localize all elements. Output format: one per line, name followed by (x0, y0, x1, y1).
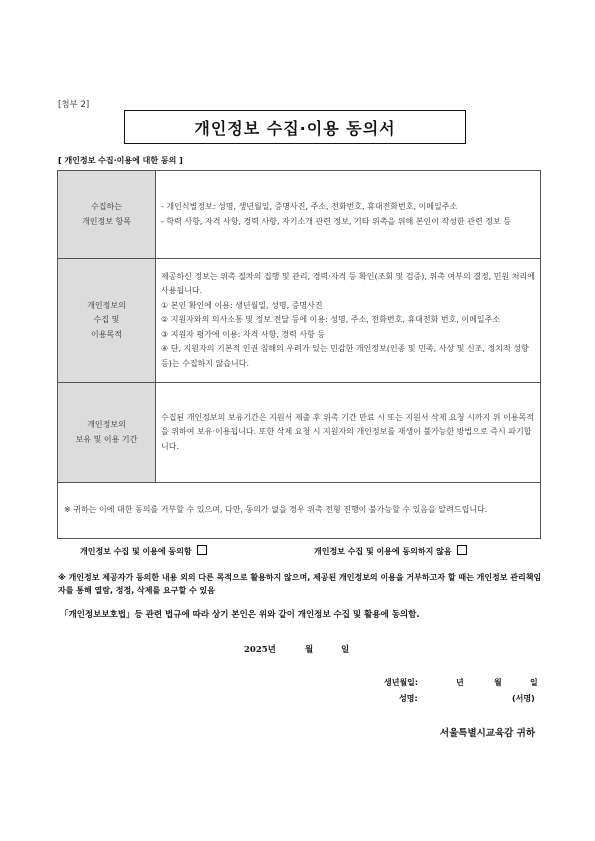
row-header-line: 개인정보의 (87, 300, 126, 310)
row-body-items (156, 171, 541, 259)
birth-label: 생년월일: (384, 678, 419, 687)
row-header-line: 수집 및 (93, 315, 120, 325)
row-header-items (58, 171, 156, 259)
row-header-line: 개인정보 항목 (82, 216, 131, 226)
refusal-note: ※ 귀하는 이에 대한 동의를 거부할 수 있으며, 다만, 동의가 없을 경우 위촉 전형 진행이 불가능할 수 있음을 알려드립니다. (58, 483, 541, 539)
row-header-line: 수집하는 (91, 202, 122, 211)
table-row (58, 483, 541, 539)
table-row (58, 259, 541, 383)
date-day[interactable]: 일 (341, 645, 350, 655)
date-month[interactable]: 월 (305, 645, 314, 655)
disagree-option[interactable] (314, 545, 467, 557)
document-title: 개인정보 수집·이용 동의서 (194, 118, 396, 138)
title-box (124, 110, 466, 144)
row-body-purpose (156, 259, 541, 383)
row-header-line: 보유 및 이용 기간 (75, 434, 138, 444)
disagree-checkbox[interactable] (457, 545, 467, 555)
section-label: [ 개인정보 수집·이용에 대한 동의 ] (58, 156, 183, 165)
birth-year[interactable]: 년 (456, 678, 464, 687)
agree-checkbox[interactable] (197, 545, 207, 555)
row-text: ④ 단, 지원자의 기본적 인권 침해의 우려가 있는 민감한 개인정보(인종 및 민족, 사상 및 신조, 정치적 성향 등)는 수집하지 않습니다. (161, 344, 529, 368)
table-row (58, 171, 541, 259)
attachment-label: [첨부 2] (58, 100, 90, 110)
row-text: ① 본인 확인에 이용: 생년월일, 성명, 증명사진 (161, 300, 323, 310)
birth-day[interactable]: 일 (530, 678, 538, 687)
row-body-period (156, 383, 541, 483)
consent-table (57, 170, 541, 539)
usage-notice: ※ 개인정보 제공자가 동의한 내용 외의 다른 목적으로 활용하지 않으며, 제공된 개인정보의 이용을 거부하고자 할 때는 개인정보 관리책임자를 통해 열람, 정정, 삭제를 요구할 수 있음 (58, 573, 542, 595)
row-text: - 학력 사항, 자격 사항, 경력 사항, 자기소개 관련 정보, 기타 위촉을 위해 본인이 작성한 관련 정보 등 (161, 216, 511, 226)
row-header-purpose (58, 259, 156, 383)
birth-month[interactable]: 월 (494, 678, 502, 687)
agree-option[interactable] (80, 545, 207, 557)
row-text: ② 지원자와의 의사소통 및 정보 전달 등에 이용: 성명, 주소, 전화번호, 휴대전화 번호, 이메일주소 (161, 315, 501, 325)
date-year[interactable]: 2025년 (244, 645, 276, 655)
recipient: 서울특별시교육감 귀하 (439, 728, 535, 739)
table-row (58, 383, 541, 483)
row-text: 수집된 개인정보의 보유기간은 지원서 제출 후 위촉 기간 만료 시 또는 지원서 삭제 요청 시까지 위 이용목적을 위하여 보유·이용됩니다. 또한 삭제 요청 시 지원자의 개인정보를 재생이 불가능한 방법으로 즉시 파기합니다. (161, 412, 534, 451)
agree-option-label: 개인정보 수집 및 이용에 동의함 (80, 547, 192, 556)
disagree-option-label: 개인정보 수집 및 이용에 동의하지 않음 (314, 547, 452, 556)
row-text: - 개인식별정보: 성명, 생년월일, 증명사진, 주소, 전화번호, 휴대전화번호, 이메일주소 (161, 202, 458, 211)
row-text: ③ 지원자 평가에 이용: 자격 사항, 경력 사항 등 (161, 329, 326, 339)
row-header-period (58, 383, 156, 483)
row-header-line: 개인정보의 (87, 420, 126, 429)
row-text: 제공하신 정보는 위촉 절차의 집행 및 관리, 경력·자격 등 확인(조회 및 검증), 위촉 여부의 결정, 민원 처리에 사용됩니다. (161, 271, 535, 296)
row-header-line: 이용목적 (91, 329, 122, 339)
name-label: 성명: (399, 694, 418, 703)
agree-statement: 「개인정보보호법」등 관련 법규에 따라 상기 본인은 위와 같이 개인정보 수집 및 활용에 동의함. (60, 610, 420, 620)
signature-field[interactable]: (서명) (512, 694, 535, 703)
